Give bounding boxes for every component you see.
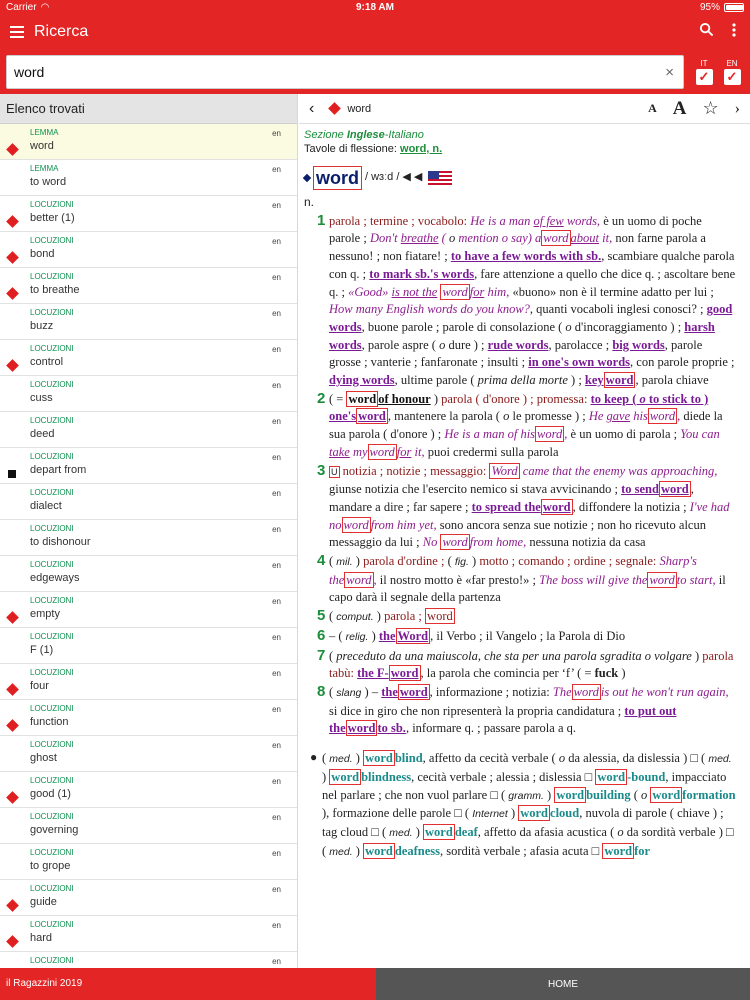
square-icon — [8, 470, 16, 478]
item-term: cuss — [30, 392, 53, 404]
sense-text: ( comput. ) parola ; word — [329, 609, 453, 624]
bullet-icon: ● — [310, 750, 318, 765]
item-lang: en — [272, 489, 281, 498]
item-lang: en — [272, 201, 281, 210]
diamond-icon — [6, 791, 19, 804]
sense-item — [304, 684, 736, 738]
sense-number: 8 — [317, 682, 326, 700]
diamond-icon — [6, 935, 19, 948]
list-item[interactable] — [0, 340, 297, 376]
lang-toggle-en[interactable] — [722, 59, 742, 85]
headword: word — [313, 166, 362, 190]
sense-text: U notizia ; notizie ; messaggio: Word came that the enemy was approaching, giunse notizia che l'esercito nemico si stava avvicinando ; to send word , mandare a dire ; far sapere ; to spread the word , diffondere la notizia ; I've had no word from him yet, sono ancora senza sue notizie ; non ho ricevuto alcun messaggio da lui ; No word from home, nessuna notizia da casa — [329, 463, 730, 550]
speaker-icon[interactable]: ◀ — [402, 171, 411, 184]
speaker-icon[interactable]: ◀ — [413, 171, 423, 184]
item-lang: en — [272, 813, 281, 822]
search-box — [6, 55, 684, 89]
item-term: depart from — [30, 464, 87, 476]
list-item[interactable] — [0, 736, 297, 772]
list-item[interactable] — [0, 232, 297, 268]
item-term: hard — [30, 932, 53, 944]
senses-list — [304, 213, 736, 738]
diamond-icon — [328, 102, 341, 115]
star-icon[interactable]: ☆ — [702, 98, 719, 118]
item-term: control — [30, 356, 64, 368]
item-term: dialect — [30, 500, 62, 512]
item-lang: en — [272, 165, 281, 174]
section-label — [304, 128, 736, 142]
item-term: deed — [30, 428, 55, 440]
item-type: LOCUZIONI — [30, 560, 74, 569]
item-type: LOCUZIONI — [30, 308, 74, 317]
compounds-text: ( med. ) word blind, affetto da cecità verbale ( o da alessia, da dislessia ) □ ( med. ) word blindness, cecità verbale ; alessia ; dislessia □ word -bound, impacciato nel parlare ; che non vuol parlare □ ( gramm. ) word building ( o word formation ), formazione delle parole □ ( Internet ) word cloud, nuvola di parole ( chiave ) ; tag cloud □ ( med. ) word deaf, affetto da afasia acustica ( o da sordità verbale ) □ ( med. ) word deafness, sordità verbale ; afasia acuta □ word for — [322, 751, 736, 858]
list-item[interactable] — [0, 628, 297, 664]
list-item[interactable] — [0, 952, 297, 968]
diamond-icon — [6, 683, 19, 696]
item-lang: en — [272, 633, 281, 642]
pronunciation: / wɜːd / — [365, 171, 400, 184]
item-lang: en — [272, 345, 281, 354]
sense-number: 3 — [317, 461, 326, 479]
sense-text: ( slang ) – the word , informazione ; notizia: The word is out he won't run again, si dice in giro che non ripresenterà la propria candidatura ; to put out the word to sb., informare q. ; passare parola a q. — [329, 684, 729, 736]
battery-percent: 95% — [699, 1, 720, 13]
item-lang: en — [272, 921, 281, 930]
part-of-speech: n. — [304, 195, 315, 209]
clock: 9:18 AM — [356, 1, 394, 13]
item-term: to dishonour — [30, 536, 91, 548]
list-item[interactable] — [0, 664, 297, 700]
item-lang: en — [272, 453, 281, 462]
us-flag-icon[interactable] — [428, 171, 452, 185]
diamond-icon — [6, 251, 19, 264]
diamond-icon — [6, 611, 19, 624]
wifi-icon: ◠ — [40, 1, 50, 13]
item-term: governing — [30, 824, 79, 836]
item-term: edgeways — [30, 572, 80, 584]
item-lang: en — [272, 705, 281, 714]
diamond-icon — [6, 215, 19, 228]
checkbox-icon[interactable]: ✓ — [724, 69, 741, 85]
compounds — [304, 750, 736, 861]
clear-icon[interactable]: × — [665, 64, 674, 81]
item-lang: en — [272, 849, 281, 858]
item-lang: en — [272, 417, 281, 426]
list-item[interactable] — [0, 844, 297, 880]
more-options-icon[interactable] — [732, 23, 736, 42]
list-item[interactable] — [0, 412, 297, 448]
list-item[interactable] — [0, 124, 297, 160]
item-type: LOCUZIONI — [30, 380, 74, 389]
diamond-icon — [6, 719, 19, 732]
item-type: LOCUZIONI — [30, 236, 74, 245]
item-term: guide — [30, 896, 57, 908]
sense-text: ( = word of honour ) parola ( d'onore ) ; promessa: to keep ( o to stick to ) one's word , mantenere la parola ( o le promesse ) ; He gave his word , diede la sua parola ( d'onore ) ; He is a man of his word , è un uomo di parola ; You can take my word for it, puoi credermi sulla parola — [329, 391, 723, 459]
list-item[interactable] — [0, 196, 297, 232]
results-list — [0, 124, 297, 968]
item-type: LOCUZIONI — [30, 812, 74, 821]
sense-item — [304, 463, 736, 553]
app-title: Ricerca — [34, 23, 89, 40]
sense-number: 7 — [317, 646, 326, 664]
results-panel — [0, 94, 298, 968]
sense-text: ( preceduto da una maiuscola, che sta per una parola sgradita o volgare ) parola tabù: the F- word , la parola che comincia per ‘f’ ( = fuck ) — [329, 648, 734, 681]
search-bar — [0, 50, 750, 94]
inflection-link[interactable]: word, n. — [400, 143, 443, 155]
list-item[interactable] — [0, 700, 297, 736]
home-button[interactable]: HOME — [376, 968, 750, 1000]
item-type: LOCUZIONI — [30, 848, 74, 857]
sense-number: 4 — [317, 552, 326, 570]
headword-diamond-icon — [303, 174, 311, 182]
item-lang: en — [272, 885, 281, 894]
item-lang: en — [272, 237, 281, 246]
inflection-label: Tavole di flessione: — [304, 143, 397, 155]
lang-code: EN — [726, 59, 738, 68]
font-increase-button[interactable]: A — [672, 97, 687, 119]
item-lang: en — [272, 273, 281, 282]
battery-icon — [724, 3, 744, 12]
list-item[interactable] — [0, 880, 297, 916]
chevron-right-icon[interactable]: › — [734, 99, 740, 117]
item-type: LOCUZIONI — [30, 416, 74, 425]
sense-number: 6 — [317, 626, 326, 644]
section-prefix: Sezione — [304, 129, 344, 141]
sense-item — [304, 391, 736, 462]
sense-number: 1 — [317, 211, 326, 229]
sense-text: parola ; termine ; vocabolo: He is a man of few words, è un uomo di poche parole ; Don't breathe ( o mention o say) a word about it, non farne parola a nessuno! ; non fiatare! ; to have a few words with sb., scambiare qualche parola con q. ; to mark sb.'s words, fare attenzione a quello che dice q. ; ascoltare bene q. ; «Good» is not the word for him, «buono» non è il termine adatto per lui ; How many English words do you know?, quanti vocaboli inglesi conosci? ; good words, buone parole ; parole di consolazione ( o d'incoraggiamento ) ; harsh words, parole aspre ( o dure ) ; rude words, parolacce ; big words, parole grosse ; vanterie ; fanfaronate ; insulti ; in one's own words, con parole proprie ; dying words, ultime parole ( prima della morte ) ; key word , parola chiave — [329, 213, 736, 388]
search-icon[interactable] — [699, 22, 714, 42]
language-toggles — [694, 59, 742, 85]
sense-item — [304, 213, 736, 390]
item-lang: en — [272, 381, 281, 390]
item-term: empty — [30, 608, 60, 620]
item-term: buzz — [30, 320, 54, 332]
chevron-left-icon[interactable]: ‹ — [309, 99, 315, 117]
list-item[interactable] — [0, 808, 297, 844]
diamond-icon — [6, 143, 19, 156]
diamond-icon — [6, 899, 19, 912]
section-lang1: Inglese — [346, 129, 385, 141]
item-type: LOCUZIONI — [30, 632, 74, 641]
checkbox-icon[interactable]: ✓ — [696, 69, 713, 85]
list-item[interactable] — [0, 592, 297, 628]
diamond-icon — [6, 287, 19, 300]
item-type: LOCUZIONI — [30, 272, 74, 281]
app-bar — [0, 14, 750, 50]
section-lang2: -Italiano — [384, 129, 424, 141]
list-item[interactable] — [0, 448, 297, 484]
item-type: LOCUZIONI — [30, 200, 74, 209]
search-input[interactable] — [7, 56, 683, 88]
toolbar-word: word — [347, 102, 372, 115]
sense-number: 2 — [317, 389, 326, 407]
item-lang: en — [272, 597, 281, 606]
sense-number: 5 — [317, 607, 326, 625]
list-item[interactable] — [0, 556, 297, 592]
item-term: to breathe — [30, 284, 80, 296]
item-type: LOCUZIONI — [30, 524, 74, 533]
bottom-bar — [0, 968, 750, 1000]
item-term: bond — [30, 248, 55, 260]
font-decrease-button[interactable]: A — [648, 101, 657, 115]
entry-panel — [299, 94, 750, 968]
item-term: function — [30, 716, 69, 728]
list-item[interactable] — [0, 916, 297, 952]
item-type: LOCUZIONI — [30, 452, 74, 461]
sense-text: ( mil. ) parola d'ordine ; ( fig. ) motto ; comando ; ordine ; segnale: Sharp's the word , il nostro motto è «far presto!» ; The boss will give the word to start, il capo darà il segnale della partenza — [329, 554, 726, 605]
item-type: LOCUZIONI — [30, 344, 74, 353]
item-term: four — [30, 680, 49, 692]
item-lang: en — [272, 129, 281, 138]
inflection-tables — [304, 142, 736, 156]
entry-toolbar — [299, 94, 750, 124]
item-term: good (1) — [30, 788, 71, 800]
list-item[interactable] — [0, 304, 297, 340]
list-item[interactable] — [0, 160, 297, 196]
lang-toggle-it[interactable] — [694, 59, 714, 85]
menu-icon[interactable] — [10, 26, 24, 38]
sense-item — [304, 648, 736, 683]
carrier-label: Carrier — [6, 1, 37, 13]
item-type: LEMMA — [30, 164, 59, 173]
item-lang: en — [272, 777, 281, 786]
lang-code: IT — [700, 59, 708, 68]
item-term: word — [30, 140, 54, 152]
item-type: LOCUZIONI — [30, 740, 74, 749]
item-type: LOCUZIONI — [30, 704, 74, 713]
item-type: LOCUZIONI — [30, 668, 74, 677]
item-term: to grope — [30, 860, 71, 872]
item-term: to word — [30, 176, 67, 188]
list-item[interactable] — [0, 376, 297, 412]
status-bar — [0, 0, 750, 14]
item-lang: en — [272, 525, 281, 534]
app-edition-label: il Ragazzini 2019 — [0, 968, 376, 1000]
list-item[interactable] — [0, 772, 297, 808]
item-type: LOCUZIONI — [30, 488, 74, 497]
sense-item — [304, 608, 736, 627]
item-type: LOCUZIONI — [30, 884, 74, 893]
entry-content — [299, 124, 750, 861]
sense-item — [304, 553, 736, 607]
results-header: Elenco trovati — [0, 94, 297, 124]
item-type: LEMMA — [30, 128, 59, 137]
list-item[interactable] — [0, 520, 297, 556]
item-type: LOCUZIONI — [30, 596, 74, 605]
item-type: LOCUZIONI — [30, 776, 74, 785]
item-lang: en — [272, 561, 281, 570]
item-term: ghost — [30, 752, 57, 764]
headword-row — [304, 166, 736, 190]
sense-text: – ( relig. ) the Word , il Verbo ; il Vangelo ; la Parola di Dio — [329, 628, 626, 643]
sense-item — [304, 628, 736, 647]
item-type: LOCUZIONI — [30, 956, 74, 965]
item-type: LOCUZIONI — [30, 920, 74, 929]
item-lang: en — [272, 669, 281, 678]
item-term: F (1) — [30, 644, 54, 656]
item-lang: en — [272, 741, 281, 750]
item-lang: en — [272, 309, 281, 318]
item-lang: en — [272, 957, 281, 966]
list-item[interactable] — [0, 268, 297, 304]
diamond-icon — [6, 359, 19, 372]
list-item[interactable] — [0, 484, 297, 520]
item-term: better (1) — [30, 212, 75, 224]
